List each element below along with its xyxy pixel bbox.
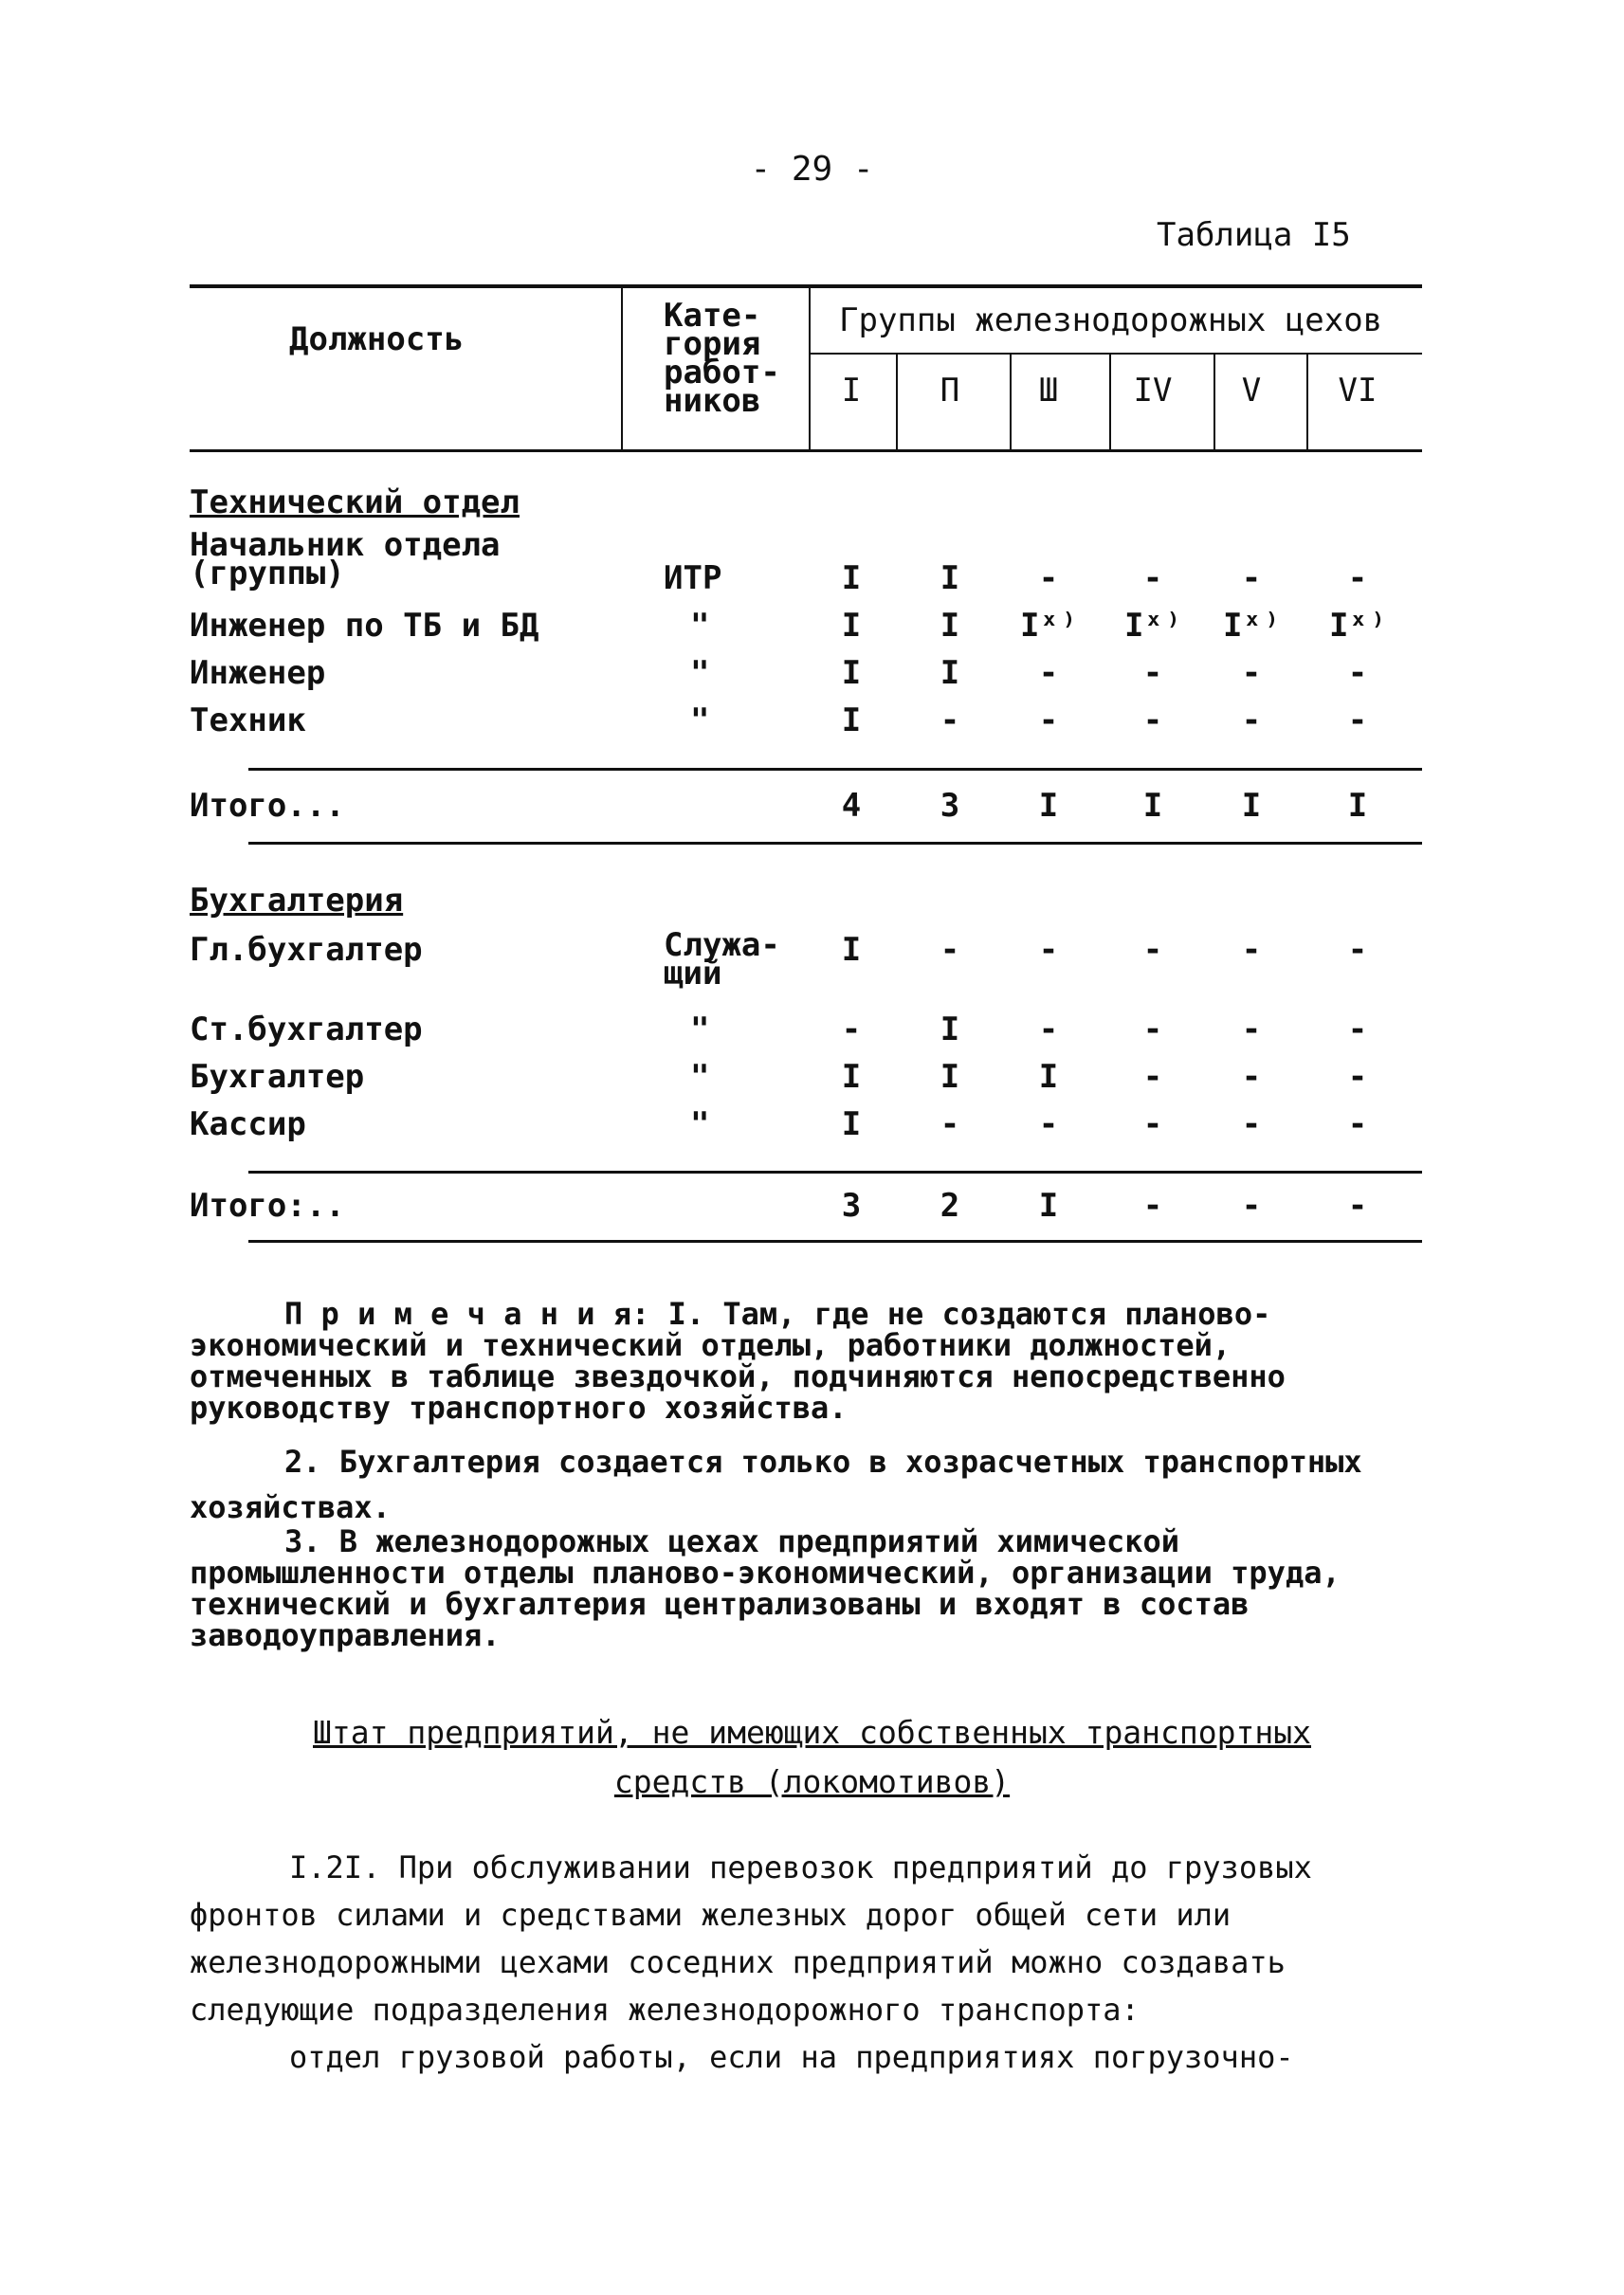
cell: -	[1347, 701, 1368, 739]
total-cell: -	[1347, 1187, 1368, 1225]
cell: I	[940, 559, 960, 597]
cell: -	[1347, 1105, 1368, 1143]
cell: -	[1142, 1105, 1163, 1143]
total-cell: I	[1347, 787, 1368, 825]
cell: -	[841, 1011, 862, 1048]
header-divider	[1010, 355, 1012, 449]
body-paragraph: отдел грузовой работы, если на предприятиях погрузочно-	[289, 2039, 1294, 2075]
cell: Iˣ⁾	[1329, 607, 1388, 645]
total-rule	[248, 1240, 1422, 1243]
cell: -	[1241, 931, 1262, 969]
cell: Iˣ⁾	[1124, 607, 1183, 645]
header-group: VI	[1338, 372, 1378, 410]
total-cell: 2	[940, 1187, 960, 1225]
cell: I	[841, 607, 862, 645]
total-cell: I	[1241, 787, 1262, 825]
groups-subrule	[809, 353, 1422, 355]
row-position: Техник	[190, 701, 306, 739]
cell: -	[1038, 931, 1059, 969]
row-category: "	[690, 1058, 710, 1096]
note-3: 3. В железнодорожных цехах предприятий химической промышленности отделы планово-экономический, организации труда, технический и бухгалтерия централизованы и входят в состав заводоуправления.	[190, 1523, 1341, 1653]
header-bottom-rule	[190, 449, 1422, 452]
header-divider	[809, 288, 811, 449]
cell: -	[1241, 1058, 1262, 1096]
cell: -	[1038, 559, 1059, 597]
total-rule	[248, 842, 1422, 845]
total-cell: -	[1241, 1187, 1262, 1225]
total-rule	[248, 1171, 1422, 1174]
cell: -	[1347, 559, 1368, 597]
cell: -	[1142, 1058, 1163, 1096]
table-caption: Таблица I5	[1157, 216, 1351, 254]
header-divider	[896, 355, 898, 449]
note-2: 2. Бухгалтерия создается только в хозрасчетных транспортных хозяйствах.	[190, 1444, 1362, 1525]
row-category: ИТР	[664, 559, 722, 597]
row-position: Кассир	[190, 1105, 306, 1143]
cell: -	[1038, 1105, 1059, 1143]
cell: -	[1347, 931, 1368, 969]
cell: I	[940, 1011, 960, 1048]
header-group: Ш	[1038, 372, 1059, 410]
total-rule	[248, 768, 1422, 771]
total-label: Итого:..	[190, 1187, 345, 1225]
cell: -	[1347, 654, 1368, 692]
section-title: Технический отдел	[190, 483, 520, 521]
cell: -	[1347, 1058, 1368, 1096]
header-category: Кате- гория работ- ников	[664, 297, 780, 420]
total-label: Итого...	[190, 787, 345, 825]
cell: I	[841, 931, 862, 969]
cell: I	[841, 701, 862, 739]
table-top-rule	[190, 284, 1422, 288]
cell: -	[1142, 701, 1163, 739]
section-title: Бухгалтерия	[190, 882, 404, 920]
row-category: "	[690, 1105, 710, 1143]
header-group: V	[1241, 372, 1262, 410]
cell: -	[940, 1105, 960, 1143]
header-group: П	[940, 372, 960, 410]
cell: I	[940, 1058, 960, 1096]
row-position: Инженер по ТБ и БД	[190, 607, 539, 645]
cell: I	[841, 654, 862, 692]
cell: Iˣ⁾	[1020, 607, 1079, 645]
total-cell: I	[1142, 787, 1163, 825]
total-cell: I	[1038, 1187, 1059, 1225]
row-position: Бухгалтер	[190, 1058, 365, 1096]
header-groups-title: Группы железнодорожных цехов	[839, 301, 1383, 339]
header-divider	[1109, 355, 1111, 449]
row-category: Служа- щий	[664, 926, 780, 993]
cell: I	[1038, 1058, 1059, 1096]
cell: -	[1038, 701, 1059, 739]
cell: I	[841, 559, 862, 597]
cell: I	[940, 654, 960, 692]
header-position: Должность	[289, 320, 465, 358]
row-position: Ст.бухгалтер	[190, 1011, 423, 1048]
cell: -	[1142, 559, 1163, 597]
cell: -	[1038, 1011, 1059, 1048]
row-position: Начальник отдела (группы)	[190, 526, 501, 592]
row-category: "	[690, 1011, 710, 1048]
header-group: IV	[1133, 372, 1173, 410]
row-category: "	[690, 654, 710, 692]
header-divider	[1213, 355, 1215, 449]
cell: -	[1241, 1011, 1262, 1048]
cell: -	[1347, 1011, 1368, 1048]
total-cell: 3	[940, 787, 960, 825]
cell: -	[1142, 654, 1163, 692]
cell: -	[1142, 1011, 1163, 1048]
cell: -	[1038, 654, 1059, 692]
header-divider	[1306, 355, 1308, 449]
cell: Iˣ⁾	[1223, 607, 1282, 645]
note-1: П р и м е ч а н и я: I. Там, где не создаются планово-экономический и технический отделы, работники должностей, отмеченных в таблице звездочкой, подчиняются непосредственно руководству транспортного хозяйства.	[190, 1296, 1286, 1426]
page-number: - 29 -	[750, 150, 874, 189]
cell: -	[1241, 1105, 1262, 1143]
cell: -	[1241, 654, 1262, 692]
cell: -	[940, 701, 960, 739]
row-position: Гл.бухгалтер	[190, 931, 423, 969]
total-cell: 4	[841, 787, 862, 825]
row-category: "	[690, 701, 710, 739]
cell: I	[841, 1105, 862, 1143]
body-paragraph: I.2I. При обслуживании перевозок предприятий до грузовых фронтов силами и средствами железных дорог общей сети или железнодорожными цехами соседних предприятий можно создавать следующие подразделения железнодорожного транспорта:	[190, 1849, 1312, 2028]
cell: -	[940, 931, 960, 969]
section-heading-line-1: Штат предприятий, не имеющих собственных транспортных	[313, 1714, 1311, 1751]
row-category: "	[690, 607, 710, 645]
header-divider	[621, 288, 623, 449]
total-cell: 3	[841, 1187, 862, 1225]
cell: I	[940, 607, 960, 645]
cell: I	[841, 1058, 862, 1096]
total-cell: -	[1142, 1187, 1163, 1225]
cell: -	[1142, 931, 1163, 969]
header-group: I	[841, 372, 862, 410]
row-position: Инженер	[190, 654, 326, 692]
cell: -	[1241, 701, 1262, 739]
total-cell: I	[1038, 787, 1059, 825]
cell: -	[1241, 559, 1262, 597]
section-heading-line-2: средств (локомотивов)	[613, 1763, 1011, 1800]
